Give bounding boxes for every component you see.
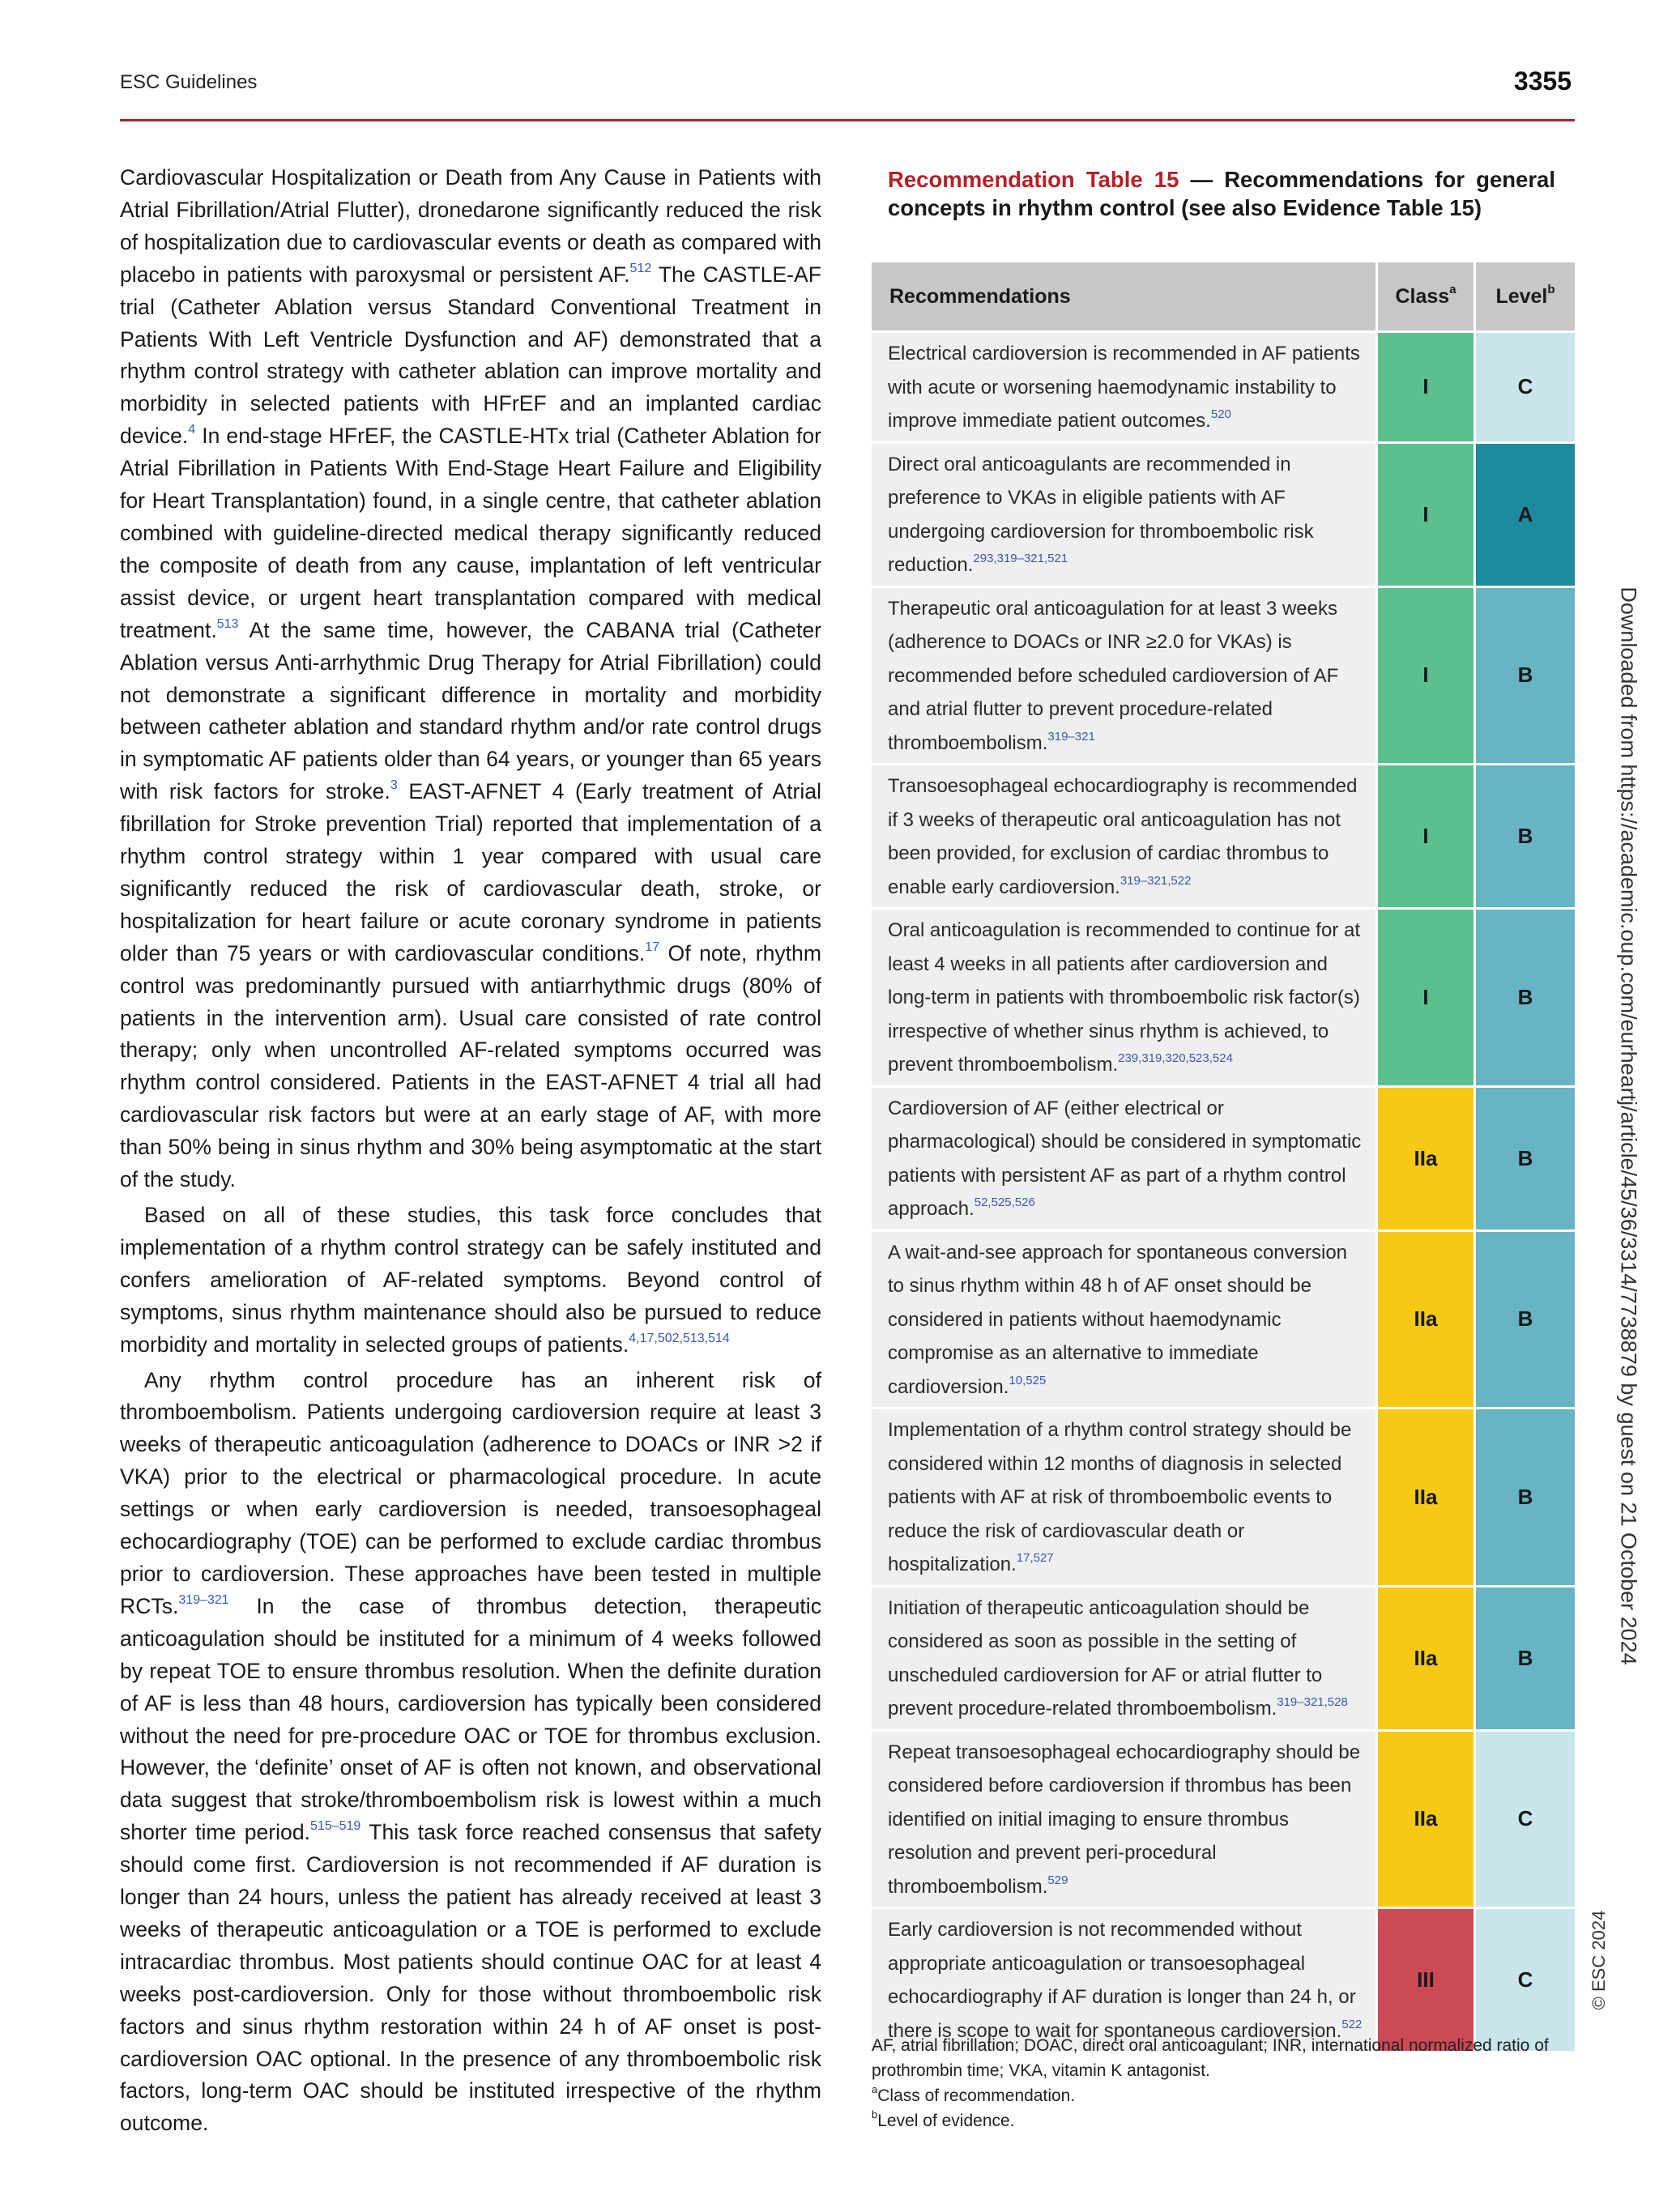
level-badge: B: [1476, 1409, 1575, 1588]
footnote-text: Level of evidence.: [877, 2112, 1015, 2130]
table-label: Recommendation Table 15: [888, 167, 1179, 192]
body-paragraph-3: [120, 1365, 821, 2141]
citation[interactable]: 512: [629, 261, 652, 275]
class-badge: I: [1378, 765, 1476, 910]
header-class-label: Class: [1395, 284, 1450, 308]
header-level-label: Level: [1495, 284, 1548, 308]
citation[interactable]: 319–321,522: [1120, 873, 1192, 888]
text-run: Of note, rhythm control was predominantly pursued with antiarrhythmic drugs (80% of patients in the intervention arm). Usual care consisted of rate control therapy; only when uncontrolled AF-related symptoms occurred was rhythm control considered. Patients in the EAST-AFNET 4 trial all had cardiovascular risk factors but were at an early stage of AF, with more than 50% being in sinus rhythm and 30% being asymptomatic at the start of the study.: [120, 940, 821, 1192]
table-title: [888, 165, 1555, 222]
class-badge: I: [1378, 588, 1476, 766]
body-text-column: [120, 162, 821, 2140]
recommendation-text: [872, 1732, 1378, 1910]
recommendation-text: [872, 444, 1378, 588]
table-row: [872, 1409, 1575, 1588]
text-run: At the same time, however, the CABANA trial (Catheter Ablation versus Anti-arrhythmic Drug Therapy for Atrial Fibrillation) could not demonstrate a significant difference in mortality and morbidity between catheter ablation and standard rhythm and/or rate control drugs in symptomatic AF patients older than 64 years, or younger than 65 years with risk factors for stroke.: [120, 617, 821, 804]
table-row: [872, 333, 1575, 444]
header-class-footnote-mark: a: [1449, 283, 1456, 297]
recommendation-text-run: Repeat transoesophageal echocardiography should be considered before cardioversion if thrombus has been identified on initial imaging to ensure thrombus resolution and prevent peri-procedural thromboembolism.: [888, 1741, 1361, 1898]
citation[interactable]: 520: [1210, 407, 1231, 421]
citation[interactable]: 522: [1341, 2017, 1363, 2031]
table-row: [872, 1588, 1575, 1732]
citation[interactable]: 3: [390, 778, 398, 793]
abbreviations-note: AF, atrial fibrillation; DOAC, direct oral anticoagulant; INR, international normalized ratio of prothrombin time; VKA, vitamin K antagonist.: [872, 2036, 1549, 2080]
citation[interactable]: 4,17,502,513,514: [629, 1331, 730, 1345]
header-level-footnote-mark: b: [1547, 283, 1555, 297]
citation[interactable]: 319–321: [178, 1593, 229, 1608]
text-run: The CASTLE-AF trial (Catheter Ablation versus Standard Conventional Treatment in Patients With Left Ventricle Dysfunction and AF) demonstrated that a rhythm control strategy with catheter ablation can improve mortality and morbidity in selected patients with HFrEF and an implanted cardiac device.: [120, 262, 821, 449]
recommendation-text-run: Cardioversion of AF (either electrical or pharmacological) should be considered in symptomatic patients with persistent AF as part of a rhythm control approach.: [888, 1097, 1362, 1220]
citation[interactable]: 239,319,320,523,524: [1118, 1051, 1233, 1065]
text-run: Cardiovascular Hospitalization or Death from Any Cause in Patients with Atrial Fibrillation/Atrial Flutter), dronedarone significantly reduced the risk of hospitalization due to cardiovascular events or death as compared with placebo in patients with paroxysmal or persistent AF.: [120, 165, 821, 287]
class-badge: IIa: [1378, 1088, 1476, 1232]
citation[interactable]: 17: [645, 940, 660, 954]
footnote-a: [872, 2083, 1575, 2108]
table-caption: — Recommendations for general concepts in rhythm control (see also Evidence Table 15): [888, 167, 1555, 220]
header-class: [1378, 262, 1476, 333]
level-badge: A: [1476, 444, 1575, 588]
level-badge: B: [1476, 910, 1575, 1088]
table-header-row: [872, 262, 1575, 333]
class-badge: III: [1378, 1909, 1476, 2053]
download-notice: [1612, 559, 1644, 1693]
footnote-text: Class of recommendation.: [877, 2086, 1076, 2105]
text-run: Any rhythm control procedure has an inherent risk of thromboembolism. Patients undergoing cardioversion require at least 3 weeks of therapeutic anticoagulation (adherence to DOACs or INR >2 if VKA) prior to the electrical or pharmacological procedure. In acute settings or when early cardioversion is needed, transoesophageal echocardiography (TOE) can be performed to exclude cardiac thrombus prior to cardioversion. These approaches have been tested in multiple RCTs.: [120, 1367, 821, 1618]
recommendation-text-run: Implementation of a rhythm control strategy should be considered within 12 months of diagnosis in selected patients with AF at risk of thromboembolic events to reduce the risk of cardiovascular death or hospitalization.: [888, 1419, 1352, 1575]
recommendation-text: [872, 588, 1378, 766]
recommendation-text: [872, 333, 1378, 444]
class-badge: IIa: [1378, 1732, 1476, 1910]
citation[interactable]: 513: [216, 616, 239, 631]
text-run: This task force reached consensus that safety should come first. Cardioversion is not recommended if AF duration is longer than 24 hours, unless the patient has already received at least 3 weeks of therapeutic anticoagulation or a TOE is performed to exclude intracardiac thrombus. Most patients should continue OAC for at least 4 weeks post-cardioversion. Only for those without thromboembolic risk factors and sinus rhythm restoration within 24 h of AF onset is post-cardioversion OAC optional. In the presence of any thromboembolic risk factors, long-term OAC should be instituted irrespective of the rhythm outcome.: [120, 1820, 821, 2136]
class-badge: I: [1378, 910, 1476, 1088]
recommendation-text-run: Electrical cardioversion is recommended in AF patients with acute or worsening haemodynamic instability to improve immediate patient outcomes.: [888, 343, 1360, 432]
body-paragraph-1: [120, 162, 821, 1196]
recommendation-text: [872, 765, 1378, 910]
copyright-text: © ESC 2024: [1589, 1910, 1609, 2010]
citation[interactable]: 4: [188, 423, 196, 437]
recommendation-text: [872, 1088, 1378, 1232]
recommendation-text-run: Direct oral anticoagulants are recommended in preference to VKAs in eligible patients with AF undergoing cardioversion for thromboembolic risk reduction.: [888, 453, 1314, 576]
level-badge: B: [1476, 588, 1575, 766]
class-badge: IIa: [1378, 1409, 1476, 1588]
citation[interactable]: 319–321,528: [1277, 1695, 1348, 1709]
copyright-notice: [1583, 1887, 1615, 2033]
recommendation-text: [872, 1232, 1378, 1410]
header-recommendations: Recommendations: [872, 262, 1378, 333]
text-run: EAST-AFNET 4 (Early treatment of Atrial fibrillation for Stroke prevention Trial) reported that implementation of a rhythm control strategy within 1 year compared with usual care significantly reduced the risk of cardiovascular death, stroke, or hospitalization for heart failure or acute coronary syndrome in patients older than 75 years or with cardiovascular conditions.: [120, 779, 821, 965]
footnote-mark: b: [872, 2108, 878, 2120]
class-badge: IIa: [1378, 1232, 1476, 1410]
recommendation-text-run: Initiation of therapeutic anticoagulation should be considered as soon as possible in the setting of unscheduled cardioversion for AF or atrial flutter to prevent procedure-related thromboembolism.: [888, 1596, 1323, 1720]
footnote-b: [872, 2108, 1575, 2133]
citation[interactable]: 319–321: [1047, 729, 1095, 744]
recommendation-text: [872, 910, 1378, 1088]
text-run: In end-stage HFrEF, the CASTLE-HTx trial (Catheter Ablation for Atrial Fibrillation in Patients With End-Stage Heart Failure and Eligibility for Heart Transplantation) found, in a single centre, that catheter ablation combined with guideline-directed medical therapy significantly reduced the composite of death from any cause, implantation of left ventricular assist device, or urgent heart transplantation compared with medical treatment.: [120, 424, 821, 642]
table-row: [872, 444, 1575, 588]
recommendation-text: [872, 1409, 1378, 1588]
class-badge: I: [1378, 333, 1476, 444]
recommendation-text-run: A wait-and-see approach for spontaneous conversion to sinus rhythm within 48 h of AF onset should be considered in patients without haemodynamic compromise as an alternative to immediate cardioversion.: [888, 1241, 1348, 1398]
level-badge: C: [1476, 1732, 1575, 1910]
text-run: In the case of thrombus detection, therapeutic anticoagulation should be instituted for a minimum of 4 weeks followed by repeat TOE to ensure thrombus resolution. When the definite duration of AF is less than 48 hours, cardioversion has typically been considered without the need for pre-procedure OAC or TOE for thrombus exclusion. However, the ‘definite’ onset of AF is often not known, and observational data suggest that stroke/thromboembolism risk is lowest within a much shorter time period.: [120, 1593, 821, 1845]
level-badge: C: [1476, 1909, 1575, 2053]
table-footnotes: [872, 2033, 1575, 2133]
level-badge: B: [1476, 1088, 1575, 1232]
body-paragraph-2: [120, 1200, 821, 1362]
recommendation-text-run: Early cardioversion is not recommended without appropriate anticoagulation or transoesophageal echocardiography if AF duration is longer than 24 h, or there is scope to wait for spontaneous cardioversion.: [888, 1919, 1356, 2042]
level-badge: C: [1476, 333, 1575, 444]
header-divider: [120, 119, 1575, 121]
recommendation-text-run: Oral anticoagulation is recommended to continue for at least 4 weeks in all patients after cardioversion and long-term in patients with thromboembolic risk factor(s) irrespective of whether sinus rhythm is achieved, to prevent thromboembolism.: [888, 919, 1360, 1076]
table-row: [872, 1088, 1575, 1232]
recommendation-table: [872, 262, 1575, 2053]
level-badge: B: [1476, 1232, 1575, 1410]
citation[interactable]: 293,319–321,521: [973, 552, 1068, 565]
header-level: [1476, 262, 1575, 333]
table-row: [872, 1732, 1575, 1910]
text-run: Based on all of these studies, this task force concludes that implementation of a rhythm control strategy can be safely instituted and confers amelioration of AF-related symptoms. Beyond control of symptoms, sinus rhythm maintenance should also be pursued to reduce morbidity and mortality in selected groups of patients.: [120, 1203, 821, 1357]
recommendation-text: [872, 1588, 1378, 1732]
citation[interactable]: 17,527: [1016, 1551, 1054, 1565]
running-header: ESC Guidelines: [120, 71, 258, 93]
table-row: [872, 588, 1575, 766]
table-row: [872, 910, 1575, 1088]
recommendation-text-run: Therapeutic oral anticoagulation for at least 3 weeks (adherence to DOACs or INR ≥2.0 for VKAs) is recommended before scheduled cardioversion of AF and atrial flutter to prevent procedure-related thromboembolism.: [888, 597, 1339, 754]
download-notice-text: Downloaded from https://academic.oup.com/eurheartj/article/45/36/3314/7738879 by guest on 21 October 2024: [1616, 586, 1641, 1665]
table-row: [872, 1232, 1575, 1410]
class-badge: IIa: [1378, 1588, 1476, 1732]
table-row: [872, 1909, 1575, 2053]
recommendation-text-run: Transoesophageal echocardiography is recommended if 3 weeks of therapeutic oral anticoagulation has not been provided, for exclusion of cardiac thrombus to enable early cardioversion.: [888, 775, 1358, 898]
level-badge: B: [1476, 1588, 1575, 1732]
citation[interactable]: 515–519: [310, 1819, 361, 1834]
citation[interactable]: 52,525,526: [974, 1196, 1035, 1209]
citation[interactable]: 529: [1047, 1873, 1068, 1887]
citation[interactable]: 10,525: [1009, 1373, 1047, 1387]
footnote-mark: a: [872, 2083, 878, 2095]
class-badge: I: [1378, 444, 1476, 588]
page-number: 3355: [1513, 66, 1572, 96]
level-badge: B: [1476, 765, 1575, 910]
table-row: [872, 765, 1575, 910]
recommendation-text: [872, 1909, 1378, 2053]
